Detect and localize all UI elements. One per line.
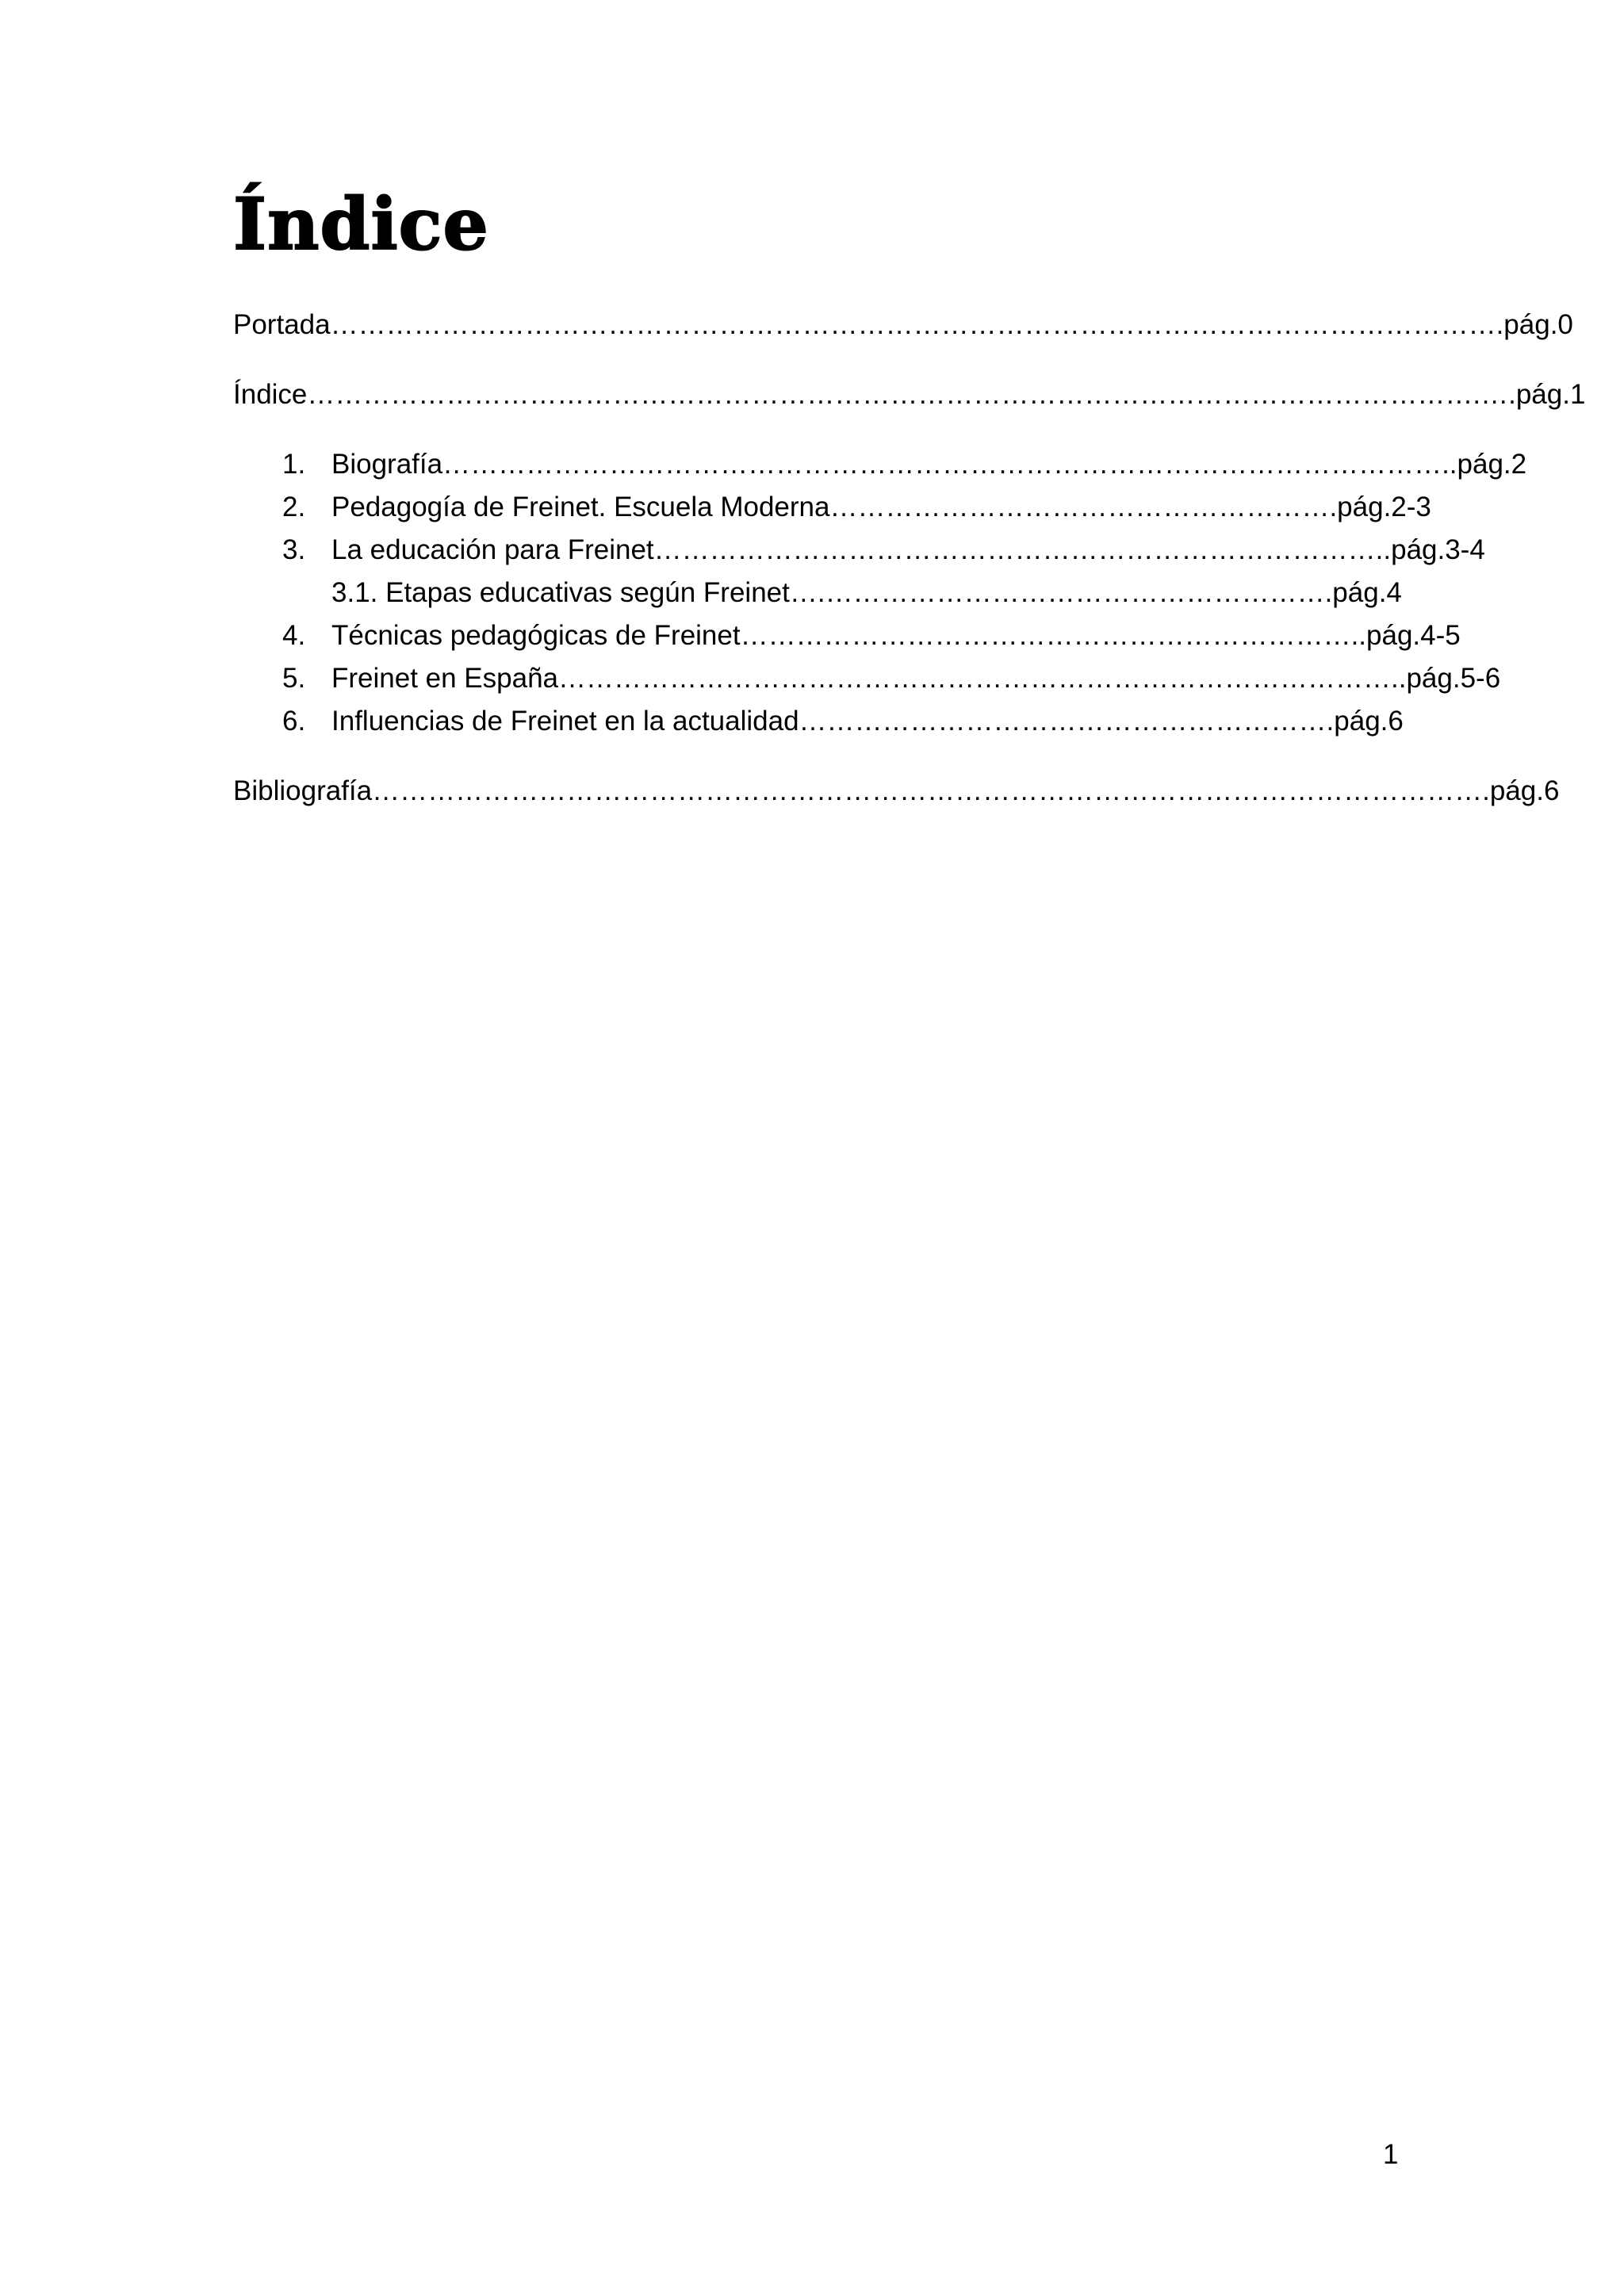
page-number: 1 (1383, 2139, 1399, 2170)
page-title: Índice (233, 182, 489, 266)
toc-item-number: 6. (282, 706, 306, 737)
toc-item-text: Biografía………………………………………………………………………………………………..pág.2 (331, 449, 1527, 480)
toc-item-number: 3. (282, 534, 306, 565)
toc-item-2 (282, 489, 1431, 526)
toc-item-text: Técnicas pedagógicas de Freinet…………………………………………………………..pág.4-5 (331, 620, 1461, 651)
toc-item-number: 5. (282, 663, 306, 694)
toc-item-1 (282, 446, 1527, 483)
toc-item-text: Pedagogía de Freinet. Escuela Moderna……………………………………………….pág.2-3 (331, 492, 1431, 522)
toc-item-number: 1. (282, 449, 306, 480)
toc-entry-bibliografia (233, 773, 1560, 809)
toc-item-number: 4. (282, 620, 306, 651)
toc-entry-text: Portada……………………………………………………………………………………………………………….pág.0 (233, 309, 1573, 340)
toc-item-text: 3.1. Etapas educativas según Freinet….……………………………………………….pág.4 (331, 577, 1402, 608)
toc-entry-text: Bibliografía………………………………………………………………………………………………………….pág.6 (233, 775, 1560, 806)
toc-item-text: Influencias de Freinet en la actualidad………………………………………………….pág.6 (331, 706, 1404, 737)
toc-entry-text: Índice……………………………………………………………………………………………………………….….pág.1 (233, 379, 1586, 410)
toc-item-text: Freinet en España………………………………………………………………………………..pág.5-6 (331, 663, 1501, 694)
toc-item-4 (282, 618, 1461, 654)
toc-item-number: 2. (282, 492, 306, 522)
toc-item-3-1 (282, 575, 1402, 611)
toc-item-3 (282, 532, 1485, 568)
toc-entry-indice (233, 377, 1586, 413)
toc-item-5 (282, 660, 1501, 697)
toc-entry-portada (233, 307, 1573, 343)
toc-item-text: La educación para Freinet……………………………………………………………………..pág.3-4 (331, 534, 1485, 565)
toc-item-6 (282, 703, 1404, 740)
